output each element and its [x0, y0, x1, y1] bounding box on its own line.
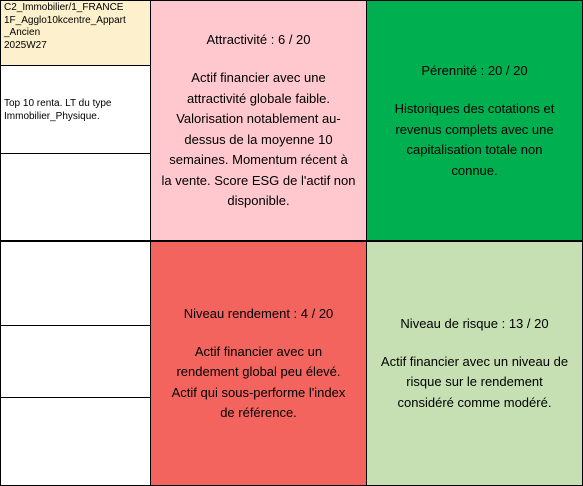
empty-cell-4[interactable] — [0, 397, 151, 486]
row-separator — [0, 240, 583, 242]
risque-title: Niveau de risque : 13 / 20 — [400, 315, 549, 331]
attractivite-panel[interactable] — [150, 0, 367, 242]
rendement-panel[interactable] — [150, 241, 367, 486]
rendement-title: Niveau rendement : 4 / 20 — [183, 305, 334, 321]
risque-panel[interactable] — [366, 241, 583, 486]
perennite-panel[interactable] — [366, 0, 583, 242]
asset-description-cell[interactable] — [0, 65, 151, 154]
asset-description: Top 10 renta. LT du type Immobilier_Physique. — [4, 97, 112, 122]
perennite-title: Pérennité : 20 / 20 — [421, 63, 528, 78]
perennite-text: Historiques des cotations et revenus complets avec une capitalisation totale non connue. — [394, 101, 555, 178]
empty-cell-2[interactable] — [0, 241, 151, 326]
asset-name: C2_Immobilier/1_FRANCE 1F_Agglo10kcentre_Appart _Ancien 2025W27 — [4, 2, 126, 51]
rendement-text: Actif financier avec un rendement global peu élevé. Actif qui sous-performe l'index de référence. — [171, 343, 346, 420]
empty-cell-3[interactable] — [0, 325, 151, 398]
asset-name-cell[interactable] — [0, 0, 151, 66]
attractivite-text: Actif financier avec une attractivité globale faible. Valorisation notablement au- dessus de la moyenne 10 semaines. Momentum récent à la vente. Score ESG de l'actif non disponible. — [161, 70, 356, 209]
empty-cell-1[interactable] — [0, 153, 151, 242]
risque-text: Actif financier avec un niveau de risque sur le rendement considéré comme modéré. — [380, 353, 569, 410]
attractivite-title: Attractivité : 6 / 20 — [206, 32, 311, 48]
